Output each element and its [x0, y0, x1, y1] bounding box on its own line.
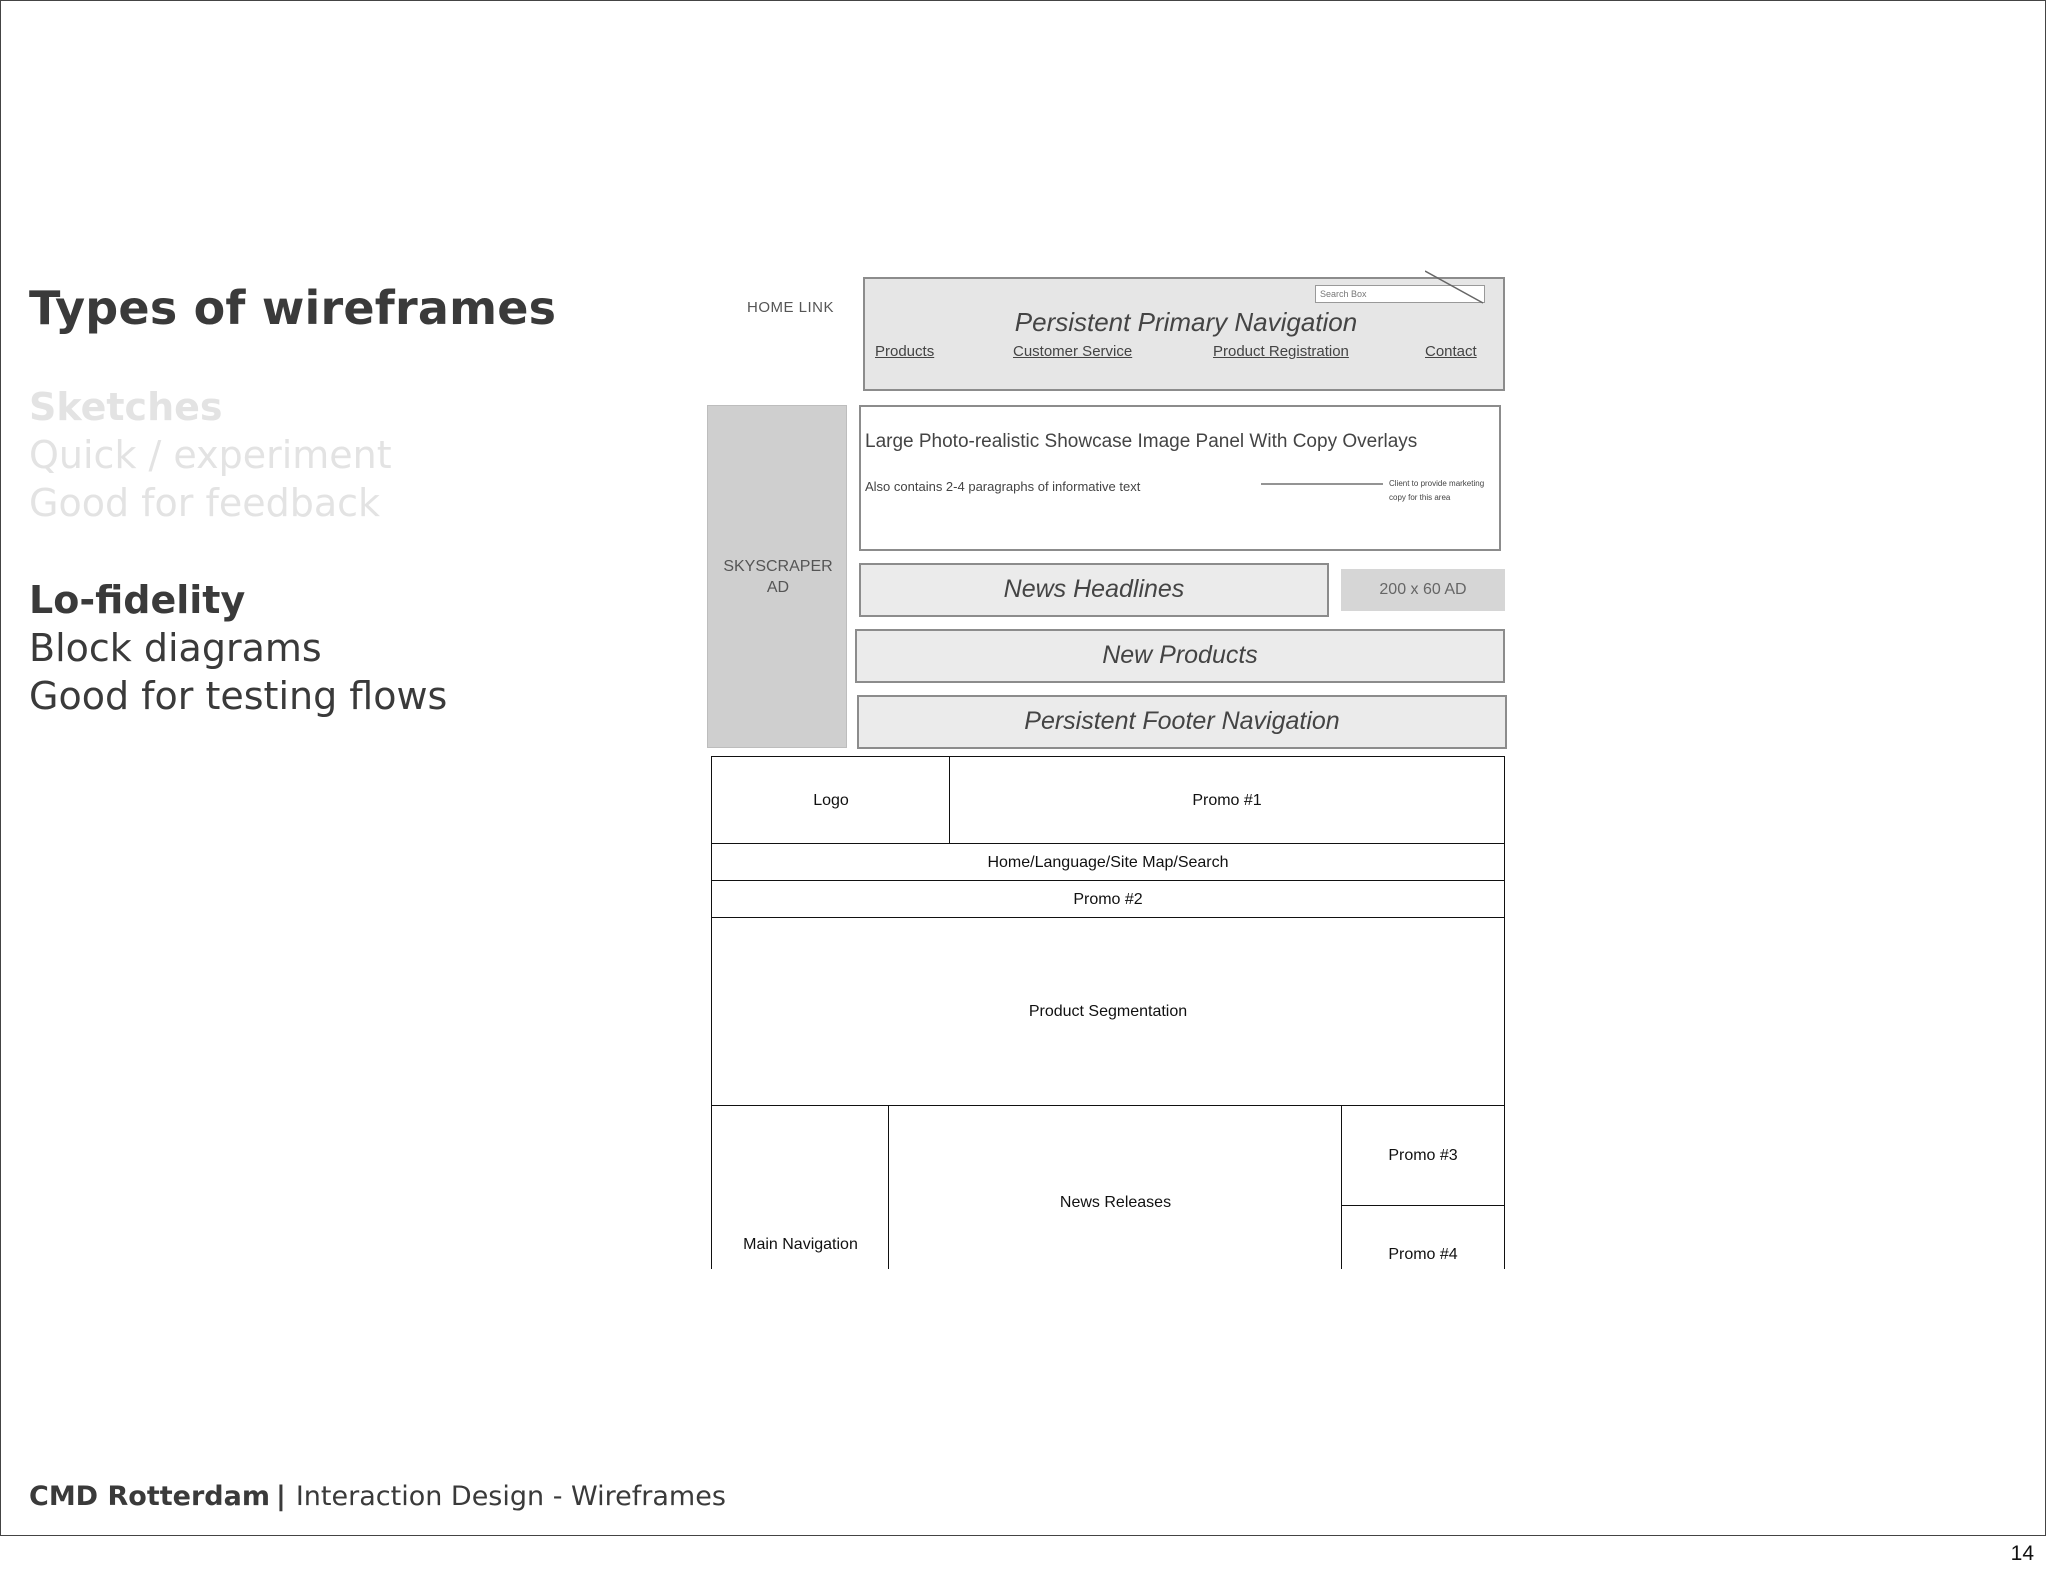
footer-separator: | [275, 1481, 286, 1512]
news-headlines-box [859, 563, 1329, 617]
primary-nav-title: Persistent Primary Navigation [1014, 307, 1358, 337]
sketches-section [29, 383, 392, 527]
news-headlines-label: News Headlines [1003, 575, 1185, 603]
wf2-news-releases-label: News Releases [1059, 1194, 1172, 1211]
wf2-promo4 [1341, 1205, 1505, 1269]
lofi-heading: Lo-fidelity [29, 578, 246, 622]
wf2-promo1 [949, 756, 1505, 845]
showcase-pointer-line [1261, 481, 1391, 487]
skyscraper-label: SKYSCRAPER AD [723, 558, 833, 596]
showcase-text: Also contains 2-4 paragraphs of informative text [865, 479, 1141, 494]
wireframe-image-2 [711, 756, 1508, 1269]
slide-footer [29, 1481, 726, 1512]
footer-course: Interaction Design - Wireframes [295, 1481, 726, 1512]
page-number: 14 [2010, 1542, 2034, 1565]
wf2-main-nav [711, 1105, 890, 1269]
footer-nav-box [857, 695, 1507, 749]
wf2-home-bar [711, 843, 1505, 882]
wf2-home-bar-label: Home/Language/Site Map/Search [987, 853, 1229, 871]
wf2-promo3-label: Promo #3 [1388, 1147, 1458, 1164]
wf2-promo4-label: Promo #4 [1388, 1246, 1458, 1263]
pointer-line [1425, 269, 1495, 309]
lofi-point-1: Block diagrams [29, 626, 322, 670]
ad-200x60-label: 200 x 60 AD [1379, 581, 1467, 598]
slide-title: Types of wireframes [29, 281, 557, 335]
primary-nav-link-customer-service: Customer Service [1013, 343, 1133, 360]
wireframe-image-1 [701, 261, 1511, 751]
wf2-segmentation [711, 917, 1505, 1107]
wf2-promo2 [711, 880, 1505, 919]
new-products-label: New Products [1102, 641, 1258, 669]
home-link-label: HOME LINK [747, 299, 835, 316]
showcase-title: Large Photo-realistic Showcase Image Panel With Copy Overlays [865, 431, 1418, 452]
lofi-section [29, 576, 447, 720]
new-products-box [855, 629, 1505, 683]
sketches-point-1: Quick / experiment [29, 433, 392, 477]
wf2-logo-label: Logo [813, 791, 849, 809]
wf2-main-nav-label: Main Navigation [743, 1236, 858, 1253]
skyscraper-ad [707, 405, 847, 748]
primary-nav-link-product-registration: Product Registration [1213, 343, 1349, 360]
primary-nav-box [863, 277, 1505, 391]
search-box-label: Search Box [1320, 289, 1367, 299]
footer-nav-label: Persistent Footer Navigation [1024, 707, 1340, 735]
showcase-panel [859, 405, 1501, 551]
footer-brand: CMD Rotterdam [29, 1481, 270, 1512]
primary-nav-link-products: Products [875, 343, 935, 360]
sketches-heading: Sketches [29, 385, 223, 429]
showcase-note: Client to provide marketing copy for this area [1389, 479, 1485, 502]
wf2-segmentation-label: Product Segmentation [1028, 1003, 1188, 1020]
wf2-promo2-label: Promo #2 [1073, 890, 1143, 908]
ad-200x60 [1341, 569, 1505, 611]
lofi-point-2: Good for testing flows [29, 674, 448, 718]
wf2-promo1-label: Promo #1 [1192, 791, 1262, 809]
wf2-news-releases [888, 1105, 1343, 1269]
wf2-promo3 [1341, 1105, 1505, 1207]
wf2-logo [711, 756, 951, 845]
sketches-point-2: Good for feedback [29, 481, 381, 525]
primary-nav-link-contact: Contact [1425, 343, 1477, 360]
